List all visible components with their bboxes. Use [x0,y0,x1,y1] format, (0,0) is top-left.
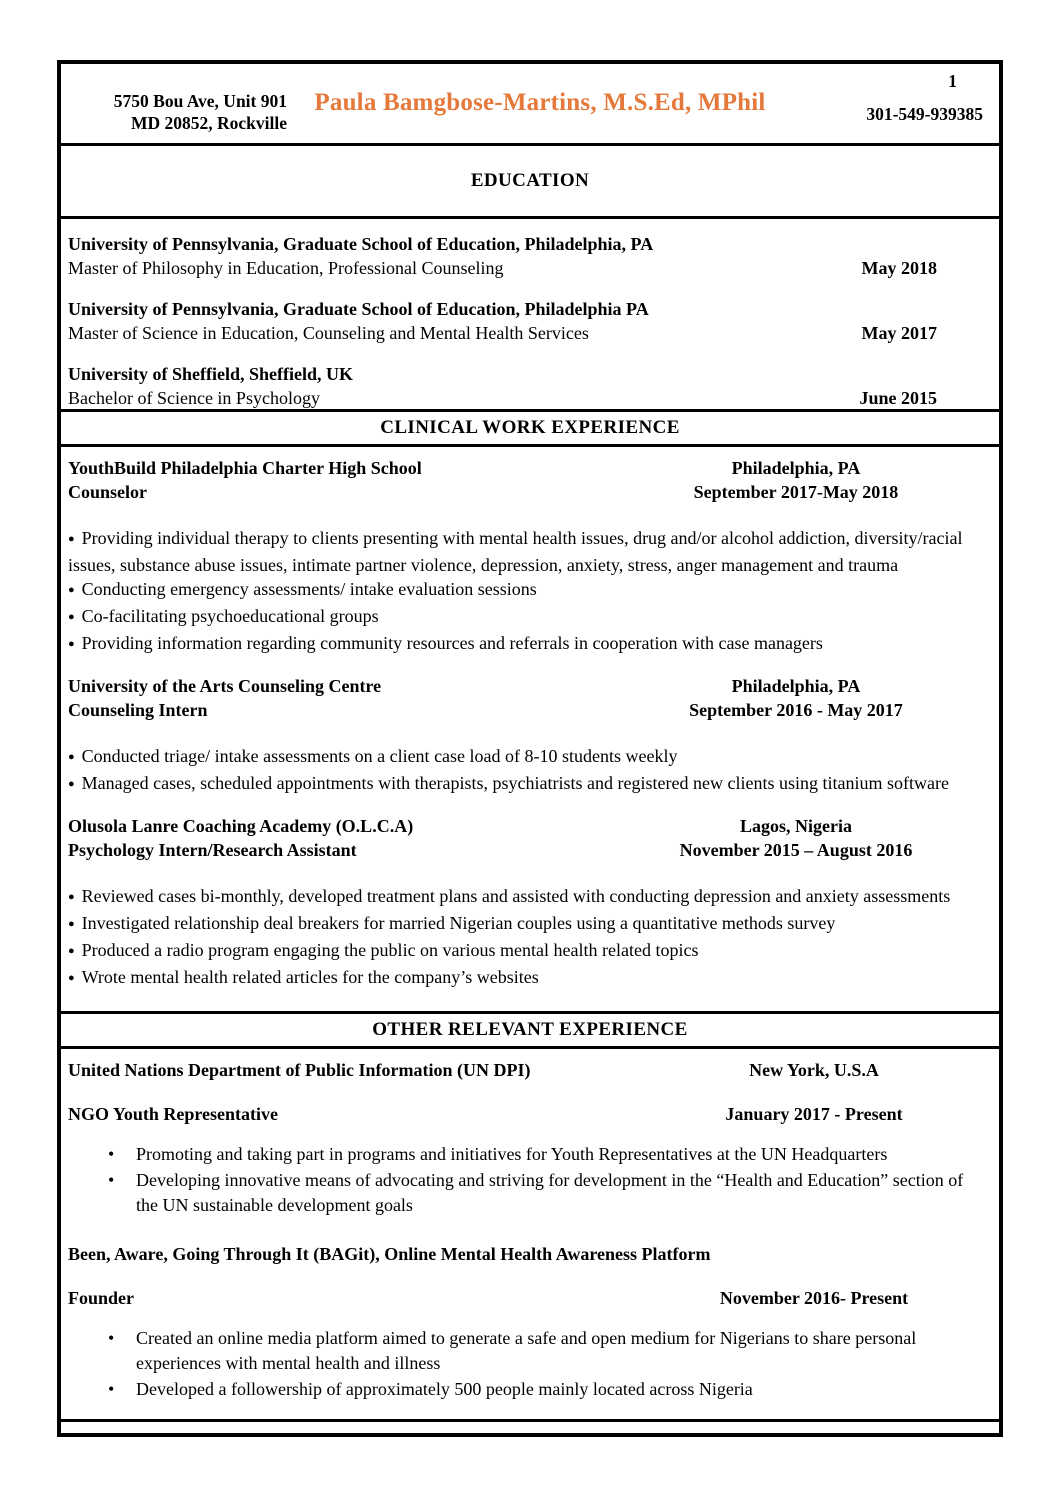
experience-entry [68,1242,989,1402]
graduation-date: June 2015 [859,388,937,408]
education-entry [68,232,937,280]
job-dates: November 2016- Present [719,1288,909,1308]
bullet-icon: ● [68,891,75,903]
school-name: University of Pennsylvania, Graduate School of Education, Philadelphia PA [68,299,649,319]
school-name: University of Pennsylvania, Graduate School of Education, Philadelphia, PA [68,234,654,254]
clinical-section [61,447,999,1014]
org-location: New York, U.S.A [749,1060,879,1080]
org-name: Been, Aware, Going Through It (BAGit), Online Mental Health Awareness Platform [68,1244,711,1264]
experience-entry [68,1058,989,1218]
footer-spacer [61,1419,999,1433]
job-title: Counseling Intern [68,700,208,720]
job-title: Psychology Intern/Research Assistant [68,840,357,860]
bullet-text: Conducting emergency assessments/ intake evaluation sessions [81,579,537,599]
bullet-item [68,1142,989,1167]
header-right-block [793,64,999,143]
school-name: University of Sheffield, Sheffield, UK [68,364,353,384]
section-title-label: CLINICAL WORK EXPERIENCE [380,417,680,438]
bullet-text: Promoting and taking part in programs and initiatives for Youth Representatives at the UN Headquarters [136,1144,888,1164]
name-block [287,64,793,143]
person-name: Paula Bamgbose-Martins, M.S.Ed, MPhil [314,89,766,116]
job-title: Counselor [68,482,148,502]
other-section [61,1049,999,1419]
bullet-text: Co-facilitating psychoeducational groups [81,606,379,626]
bullet-icon: • [108,1144,115,1164]
section-title-clinical [61,412,999,447]
graduation-date: May 2017 [861,323,937,343]
address-block [87,64,287,143]
section-title-label: EDUCATION [470,170,590,191]
degree-name: Master of Science in Education, Counseling and Mental Health Services [68,323,589,343]
job-title: NGO Youth Representative [68,1104,278,1124]
bullet-icon: ● [68,533,75,545]
bullet-text: Developed a followership of approximately 500 people mainly located across Nigeria [136,1379,753,1399]
education-entry [68,362,937,410]
org-name: Olusola Lanre Coaching Academy (O.L.C.A) [68,816,414,836]
graduation-date: May 2018 [861,258,937,278]
org-name: University of the Arts Counseling Centre [68,676,382,696]
bullet-icon: ● [68,945,75,957]
bullet-item [68,744,989,771]
bullet-text: Developing innovative means of advocating and striving for development in the “Health and Education” section of the UN sustainable development goals [136,1170,964,1215]
bullet-icon: • [108,1379,115,1399]
job-dates: November 2015 – August 2016 [679,840,913,860]
bullet-item [68,771,989,798]
address-line-2: MD 20852, Rockville [130,113,287,133]
degree-name: Bachelor of Science in Psychology [68,388,320,408]
resume-frame [57,60,1003,1437]
bullet-item [68,1168,989,1218]
bullet-text: Wrote mental health related articles for the company’s websites [81,967,539,987]
address-line-1: 5750 Bou Ave, Unit 901 [113,91,287,111]
job-title: Founder [68,1288,135,1308]
bullet-text: Produced a radio program engaging the public on various mental health related topics [81,940,699,960]
org-location: Philadelphia, PA [731,458,861,478]
section-title-label: OTHER RELEVANT EXPERIENCE [372,1019,688,1040]
bullet-icon: ● [68,918,75,930]
job-dates: January 2017 - Present [725,1104,903,1124]
section-title-education [61,146,999,219]
bullet-text: Created an online media platform aimed to generate a safe and open medium for Nigerians to share personal experiences with mental health and illness [136,1328,917,1373]
bullet-text: Managed cases, scheduled appointments with therapists, psychiatrists and registered new clients using titanium software [81,773,949,793]
bullet-icon: ● [68,972,75,984]
bullet-icon: ● [68,584,75,596]
bullet-item [68,604,989,631]
bullet-item [68,1326,989,1376]
job-dates: September 2017-May 2018 [693,482,899,502]
header [61,64,999,146]
education-entry [68,297,937,345]
section-title-other [61,1014,999,1049]
bullet-text: Investigated relationship deal breakers for married Nigerian couples using a quantitative methods survey [81,913,836,933]
bullet-icon: ● [68,638,75,650]
bullet-item [68,911,989,938]
education-section [61,219,999,412]
bullet-item [68,938,989,965]
degree-name: Master of Philosophy in Education, Professional Counseling [68,258,504,278]
org-location: Philadelphia, PA [731,676,861,696]
page-number: 1 [948,71,957,91]
bullet-item [68,884,989,911]
bullet-item [68,965,989,992]
bullet-icon: • [108,1328,115,1348]
org-name: United Nations Department of Public Information (UN DPI) [68,1060,531,1080]
bullet-icon: ● [68,611,75,623]
experience-entry [68,674,989,798]
org-location: Lagos, Nigeria [740,816,852,836]
bullet-item [68,577,989,604]
bullet-text: Reviewed cases bi-monthly, developed treatment plans and assisted with conducting depression and anxiety assessments [81,886,951,906]
experience-entry [68,814,989,992]
bullet-item [68,526,989,577]
experience-entry [68,456,989,658]
bullet-icon: ● [68,778,75,790]
bullet-text: Providing individual therapy to clients presenting with mental health issues, drug and/or alcohol addiction, diversity/racial issues, substance abuse issues, intimate partner violence, depression, anxiety, stress, anger management and trauma [68,528,963,575]
phone-number: 301-549-939385 [866,104,983,124]
bullet-icon: • [108,1170,115,1190]
bullet-item [68,631,989,658]
org-name: YouthBuild Philadelphia Charter High School [68,458,422,478]
bullet-item [68,1377,989,1402]
bullet-text: Providing information regarding community resources and referrals in cooperation with case managers [81,633,823,653]
bullet-icon: ● [68,751,75,763]
job-dates: September 2016 - May 2017 [689,700,903,720]
bullet-text: Conducted triage/ intake assessments on a client case load of 8-10 students weekly [81,746,678,766]
